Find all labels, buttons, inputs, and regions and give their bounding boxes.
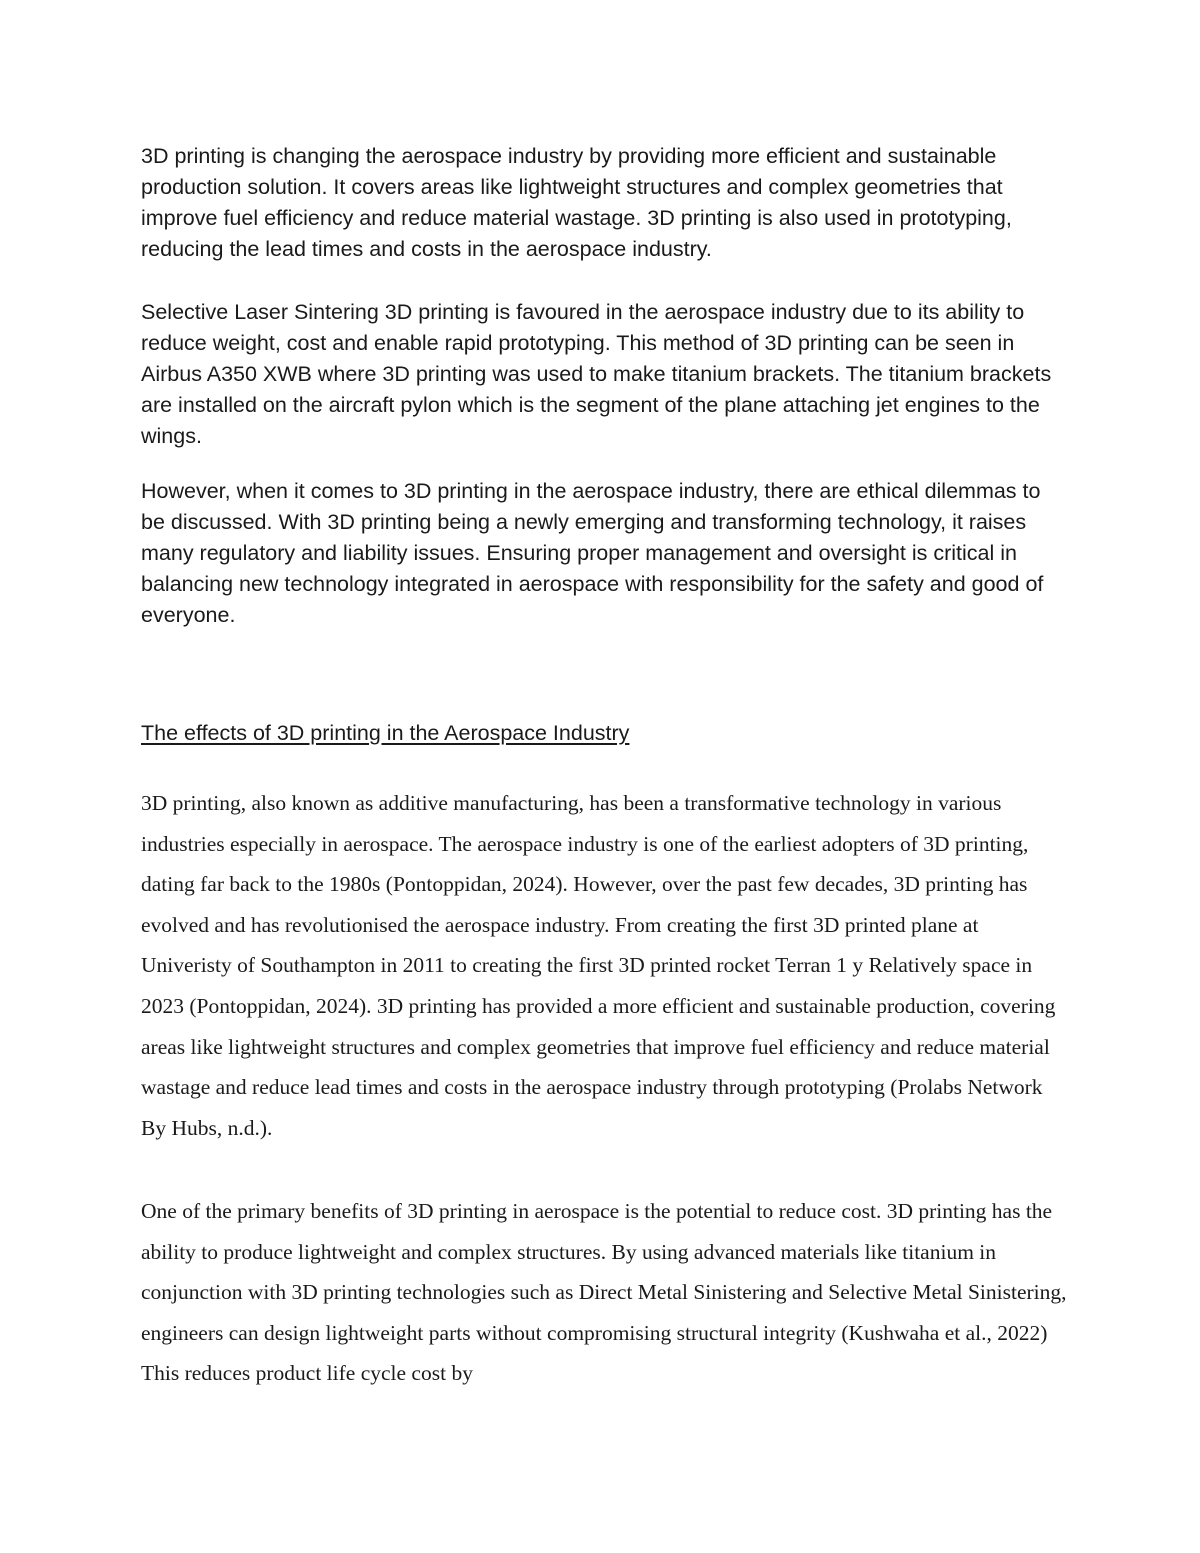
intro-paragraph-3: However, when it comes to 3D printing in the aerospace industry, there are ethical dilemmas to be discussed. With 3D printing being a newly emerging and transforming technology, it raises many regulatory and liability issues. Ensuring proper management and oversight is critical in balancing new technology integrated in aerospace with responsibility for the safety and good of everyone. xyxy=(141,479,1044,627)
body-paragraph-1: 3D printing, also known as additive manufacturing, has been a transformative technology in various industries especially in aerospace. The aerospace industry is one of the earliest adopters of 3D printing, dating far back to the 1980s (Pontoppidan, 2024). However, over the past few decades, 3D printing has evolved and has revolutionised the aerospace industry. From creating the first 3D printed plane at Univeristy of Southampton in 2011 to creating the first 3D printed rocket Terran 1 y Relatively space in 2023 (Pontoppidan, 2024). 3D printing has provided a more efficient and sustainable production, covering areas like lightweight structures and complex geometries that improve fuel efficiency and reduce material wastage and reduce lead times and costs in the aerospace industry through prototyping (Prolabs Network By Hubs, n.d.). xyxy=(141,791,1056,1140)
body-paragraph-2: One of the primary benefits of 3D printing in aerospace is the potential to reduce cost. 3D printing has the ability to produce lightweight and complex structures. By using advanced materials like titanium in conjunction with 3D printing technologies such as Direct Metal Sinistering and Selective Metal Sinistering, engineers can design lightweight parts without compromising structural integrity (Kushwaha et al., 2022) This reduces product life cycle cost by xyxy=(141,1199,1067,1386)
intro-paragraph-1: 3D printing is changing the aerospace industry by providing more efficient and sustainable production solution. It covers areas like lightweight structures and complex geometries that improve fuel efficiency and reduce material wastage. 3D printing is also used in prototyping, reducing the lead times and costs in the aerospace industry. xyxy=(141,144,1012,261)
intro-paragraph-2: Selective Laser Sintering 3D printing is favoured in the aerospace industry due to its ability to reduce weight, cost and enable rapid prototyping. This method of 3D printing can be seen in Airbus A350 XWB where 3D printing was used to make titanium brackets. The titanium brackets are installed on the aircraft pylon which is the segment of the plane attaching jet engines to the wings. xyxy=(141,300,1052,448)
section-heading: The effects of 3D printing in the Aerospace Industry xyxy=(141,721,630,745)
